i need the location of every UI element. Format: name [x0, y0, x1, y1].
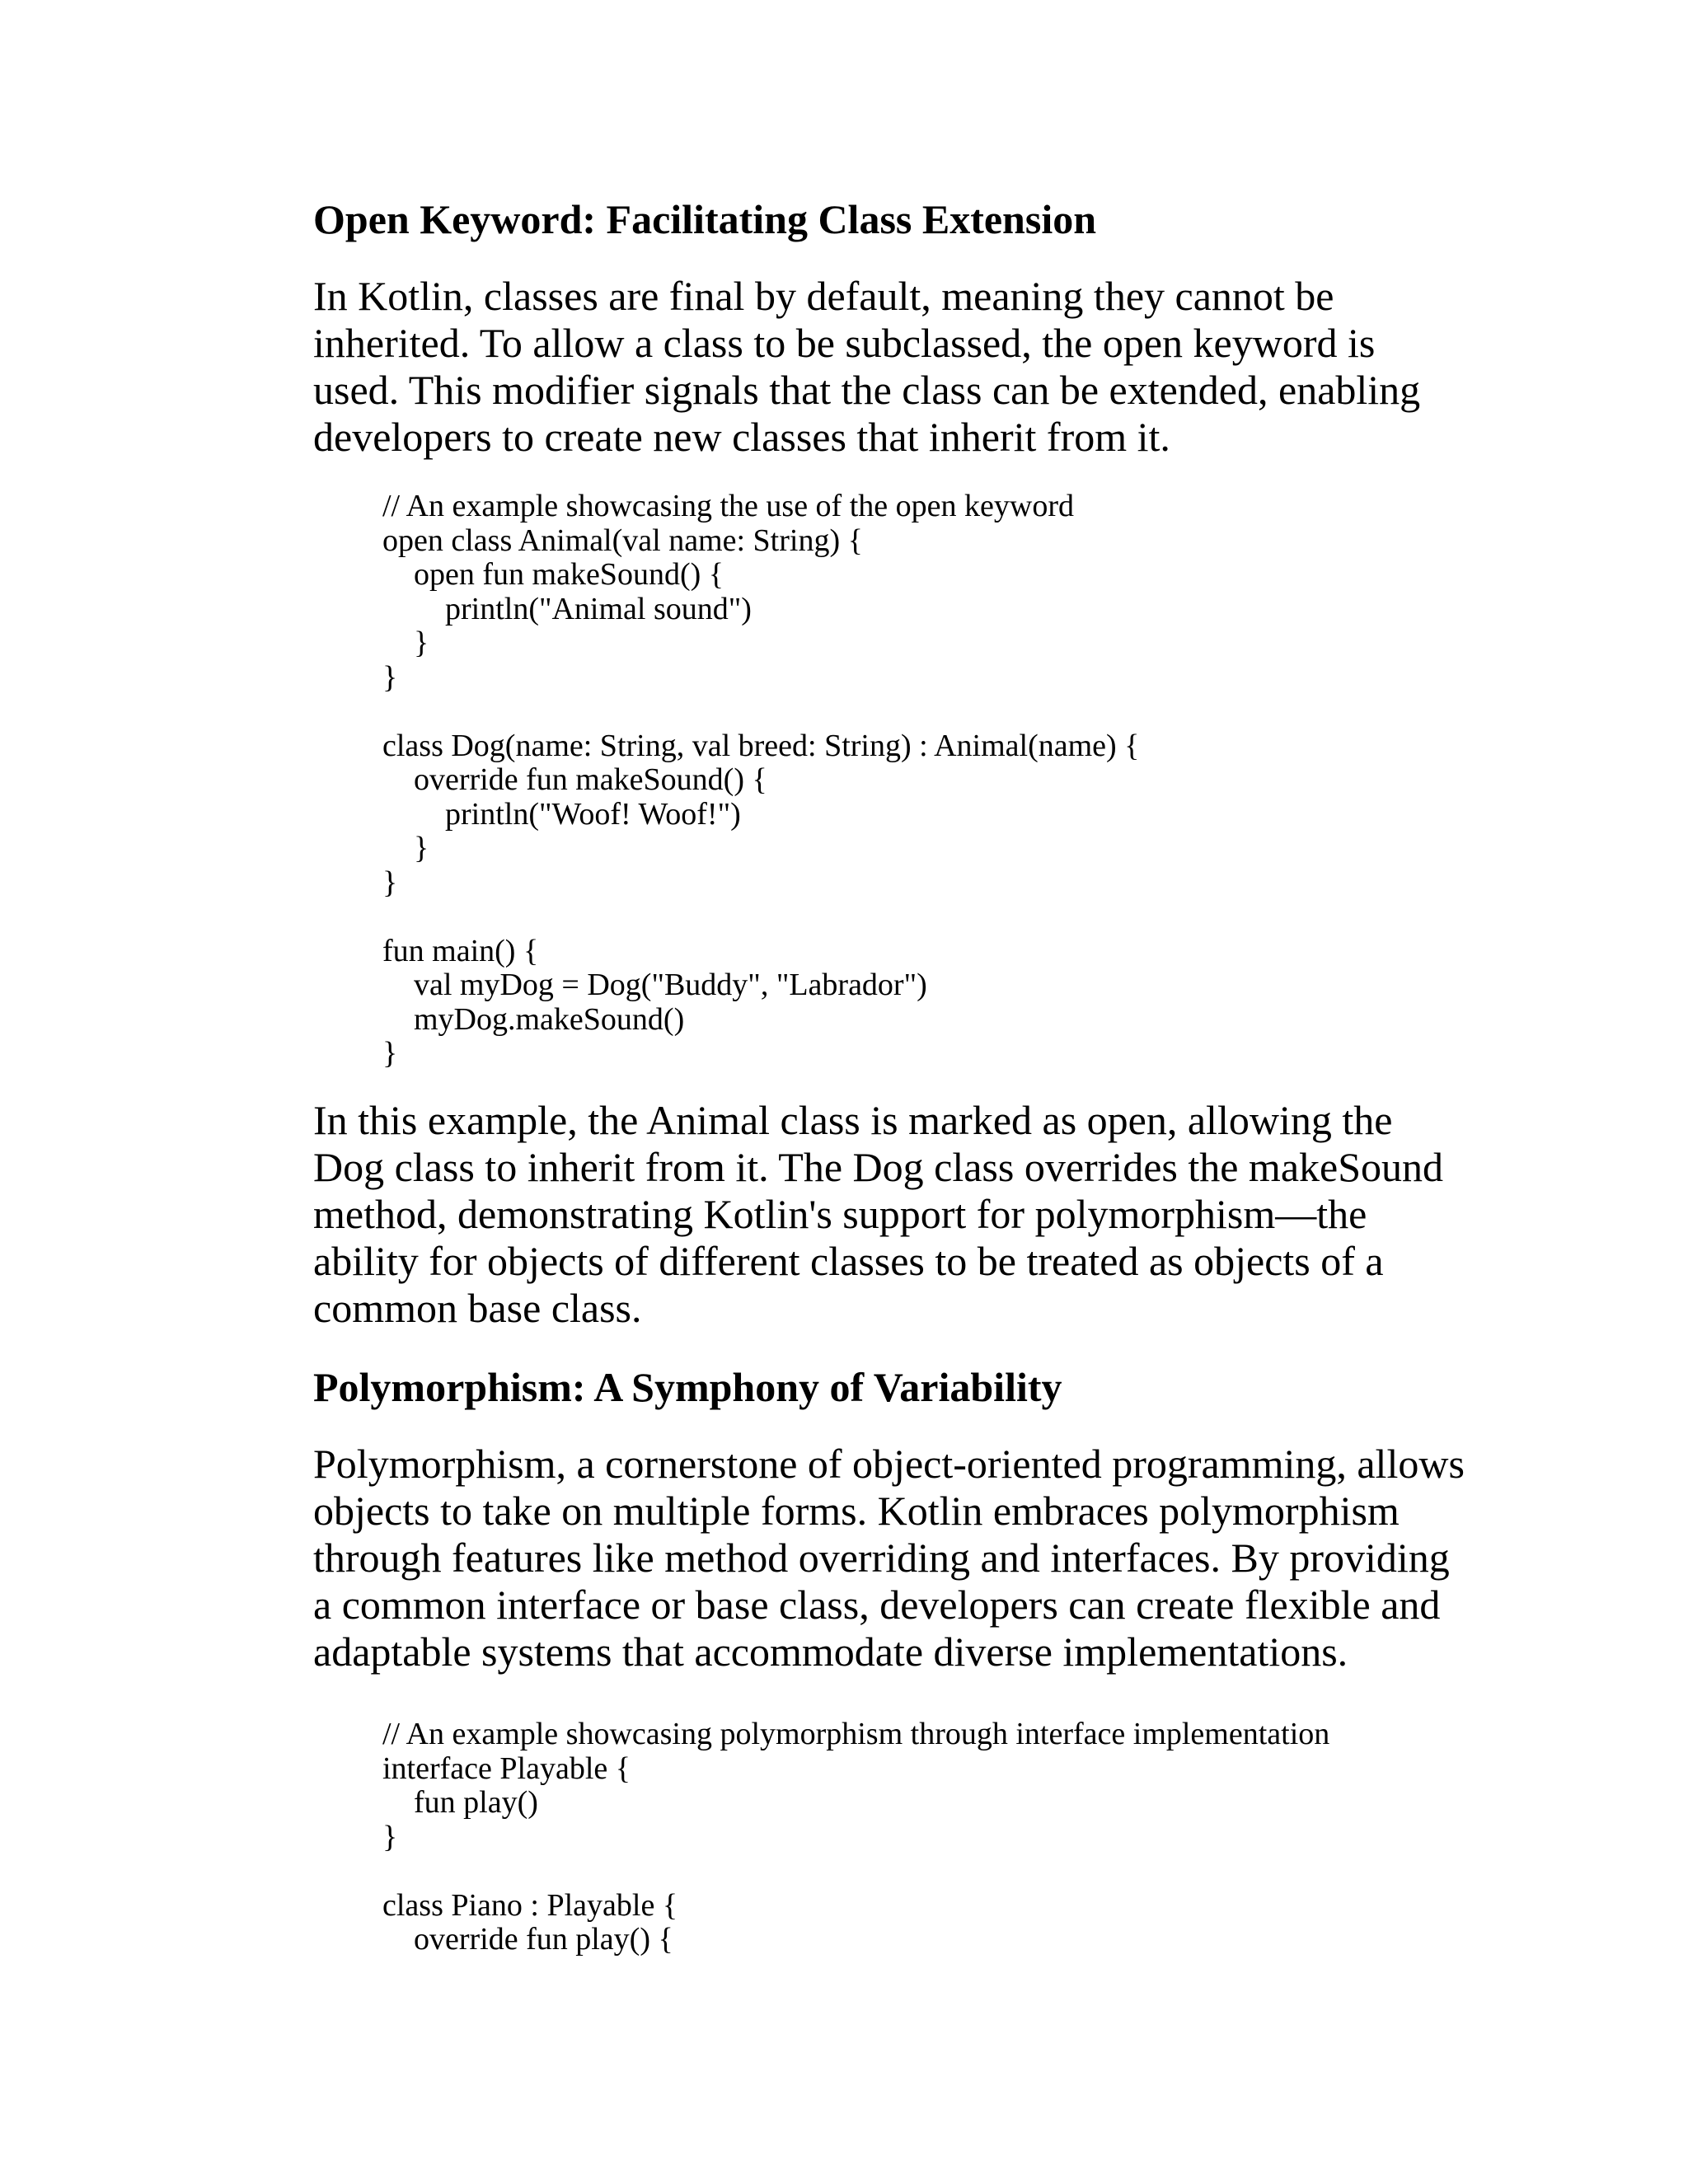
paragraph-line: ability for objects of different classes to be treated as objects of a: [313, 1238, 1384, 1284]
code-line: open class Animal(val name: String) {: [382, 523, 863, 558]
paragraph-line: adaptable systems that accommodate diverse implementations.: [313, 1629, 1348, 1675]
paragraph-line: a common interface or base class, developers can create flexible and: [313, 1582, 1441, 1628]
code-line: }: [382, 865, 398, 900]
code-comment: // An example showcasing the use of the open keyword: [382, 489, 1074, 523]
code-line: class Piano : Playable {: [382, 1887, 678, 1923]
paragraph-line: In Kotlin, classes are final by default, meaning they cannot be: [313, 273, 1334, 319]
paragraph-line: used. This modifier signals that the class can be extended, enabling: [313, 367, 1421, 413]
paragraph-open-keyword-outro: [313, 1097, 1484, 1332]
code-line: fun main() {: [382, 933, 539, 968]
code-line: }: [414, 831, 429, 865]
code-line: fun play(): [414, 1785, 538, 1820]
code-line: println("Animal sound"): [445, 591, 752, 626]
paragraph-line: through features like method overriding and interfaces. By providing: [313, 1535, 1450, 1581]
paragraph-line: objects to take on multiple forms. Kotlin embraces polymorphism: [313, 1488, 1400, 1534]
code-line: println("Woof! Woof!"): [445, 796, 741, 832]
paragraph-line: In this example, the Animal class is marked as open, allowing the: [313, 1097, 1393, 1143]
paragraph-line: method, demonstrating Kotlin's support for polymorphism—the: [313, 1191, 1367, 1237]
paragraph-line: Dog class to inherit from it. The Dog class overrides the makeSound: [313, 1144, 1444, 1190]
code-line: }: [414, 626, 429, 660]
code-line: override fun makeSound() {: [414, 762, 767, 797]
paragraph-line: inherited. To allow a class to be subclassed, the open keyword is: [313, 320, 1376, 366]
paragraph-open-keyword-intro: [313, 273, 1484, 461]
paragraph-polymorphism-intro: [313, 1441, 1484, 1675]
paragraph-line: Polymorphism, a cornerstone of object-oriented programming, allows: [313, 1441, 1465, 1487]
code-blank-line: [382, 900, 1139, 935]
code-line: }: [382, 1819, 398, 1854]
code-line: open fun makeSound() {: [414, 557, 724, 592]
paragraph-line: common base class.: [313, 1285, 642, 1331]
code-line: }: [382, 659, 398, 695]
code-line: myDog.makeSound(): [414, 1001, 685, 1037]
code-blank-line: [382, 695, 1139, 729]
code-line: interface Playable {: [382, 1750, 631, 1786]
code-block-polymorphism: [382, 1718, 1329, 1957]
section-heading-polymorphism: Polymorphism: A Symphony of Variability: [313, 1364, 1062, 1410]
code-comment: // An example showcasing polymorphism through interface implementation: [382, 1717, 1330, 1751]
code-line: }: [382, 1036, 398, 1071]
paragraph-line: developers to create new classes that inherit from it.: [313, 414, 1170, 460]
code-line: val myDog = Dog("Buddy", "Labrador"): [414, 968, 927, 1002]
code-line: override fun play() {: [414, 1922, 673, 1957]
code-block-open-keyword: [382, 490, 1139, 1071]
code-line: class Dog(name: String, val breed: String) : Animal(name) {: [382, 728, 1140, 763]
section-heading-open-keyword: Open Keyword: Facilitating Class Extension: [313, 196, 1097, 242]
code-blank-line: [382, 1854, 1329, 1889]
